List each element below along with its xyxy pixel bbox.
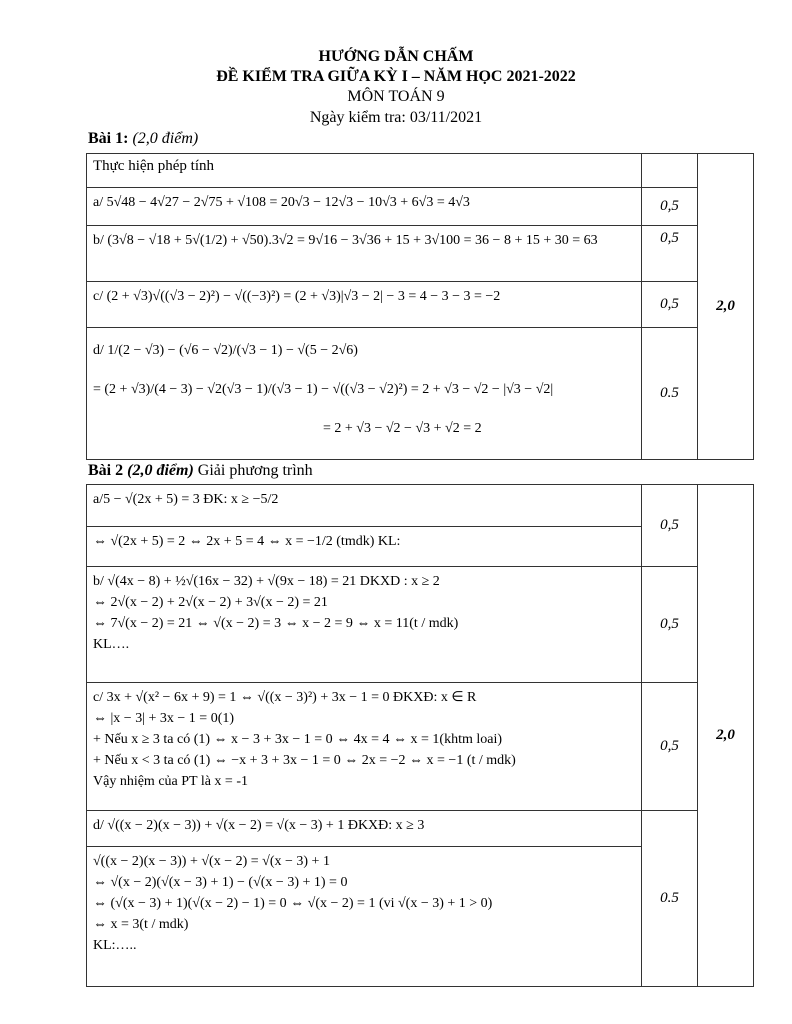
bai2-total: 2,0 — [698, 485, 754, 987]
bai2-b-line2: ⇔ 2√(x − 2) + 2√(x − 2) + 3√(x − 2) = 21 — [93, 595, 328, 610]
bai1-points: (2,0 điểm) — [132, 130, 199, 147]
bai2-d-line4: ⇔ (√(x − 3) + 1)(√(x − 2) − 1) = 0 ⇔ √(x − 2) = 1 (vi √(x − 3) + 1 > 0) — [93, 896, 493, 911]
bai2-a-line1: a/5 − √(2x + 5) = 3 ĐK: x ≥ −5/2 — [87, 485, 642, 527]
bai1-label: Bài 1: — [88, 130, 129, 147]
bai1-c-score: 0,5 — [642, 282, 698, 328]
doc-subject: MÔN TOÁN 9 — [347, 88, 445, 105]
bai1-b: b/ (3√8 − √18 + 5√(1/2) + √50).3√2 = 9√16 − 3√36 + 15 + 3√100 = 36 − 8 + 15 + 30 = 63 — [87, 226, 642, 282]
bai2-table — [86, 484, 754, 987]
bai2-intro: Giải phương trình — [197, 462, 313, 479]
doc-subtitle: ĐỀ KIỂM TRA GIỮA KỲ I – NĂM HỌC 2021-2022 — [216, 68, 576, 85]
bai2-b-line3: ⇔ 7√(x − 2) = 21 ⇔ √(x − 2) = 3 ⇔ x − 2 = 9 ⇔ x = 11(t / mdk) — [93, 616, 459, 631]
bai1-intro: Thực hiện phép tính — [87, 154, 642, 188]
bai2-d-line1: d/ √((x − 2)(x − 3)) + √(x − 2) = √(x − 3) + 1 ĐKXĐ: x ≥ 3 — [87, 811, 642, 847]
doc-title: HƯỚNG DẪN CHẤM — [318, 48, 474, 65]
bai1-d-score: 0.5 — [642, 328, 698, 460]
bai2-a-score: 0,5 — [642, 485, 698, 567]
bai2-c-line5: Vậy nhiệm của PT là x = -1 — [93, 774, 248, 789]
bai1-a: a/ 5√48 − 4√27 − 2√75 + √108 = 20√3 − 12√3 − 10√3 + 6√3 = 4√3 — [87, 188, 642, 226]
bai2-heading — [88, 462, 313, 480]
bai2-a-line2: ⇔ √(2x + 5) = 2 ⇔ 2x + 5 = 4 ⇔ x = −1/2 (tmdk) KL: — [87, 527, 642, 567]
bai2-label: Bài 2 — [88, 462, 124, 479]
bai2-c-line1: c/ 3x + √(x² − 6x + 9) = 1 ⇔ √((x − 3)²) + 3x − 1 = 0 ĐKXĐ: x ∈ R — [93, 690, 477, 705]
bai2-c-line4: + Nếu x < 3 ta có (1) ⇔ −x + 3 + 3x − 1 = 0 ⇔ 2x = −2 ⇔ x = −1 (t / mdk) — [93, 753, 516, 768]
doc-date: Ngày kiểm tra: 03/11/2021 — [309, 109, 483, 126]
bai2-b-line4: KL…. — [93, 637, 130, 652]
bai2-c-line2: ⇔ |x − 3| + 3x − 1 = 0(1) — [93, 711, 235, 726]
bai1-heading — [88, 130, 198, 148]
bai1-c: c/ (2 + √3)√((√3 − 2)²) − √((−3)²) = (2 + √3)|√3 − 2| − 3 = 4 − 3 − 3 = −2 — [87, 282, 642, 328]
bai1-d-line2: = (2 + √3)/(4 − 3) − √2(√3 − 1)/(√3 − 1) − √((√3 − √2)²) = 2 + √3 − √2 − |√3 − √2| — [93, 382, 554, 397]
bai2-d-line5: ⇔ x = 3(t / mdk) — [93, 917, 189, 932]
bai1-a-score: 0,5 — [642, 188, 698, 226]
bai1-total: 2,0 — [698, 154, 754, 460]
bai2-d-line6: KL:….. — [93, 938, 137, 953]
bai2-c-line3: + Nếu x ≥ 3 ta có (1) ⇔ x − 3 + 3x − 1 = 0 ⇔ 4x = 4 ⇔ x = 1(khtm loai) — [93, 732, 503, 747]
bai2-b-line1: b/ √(4x − 8) + ½√(16x − 32) + √(9x − 18) = 21 DKXD : x ≥ 2 — [93, 574, 440, 589]
bai1-d — [87, 328, 642, 460]
bai2-b-score: 0,5 — [642, 567, 698, 683]
bai1-b-score: 0,5 — [642, 226, 698, 282]
bai2-d-line2: √((x − 2)(x − 3)) + √(x − 2) = √(x − 3) + 1 — [93, 854, 330, 869]
bai2-b — [87, 567, 642, 683]
bai1-d-line3: = 2 + √3 − √2 − √3 + √2 = 2 — [323, 421, 482, 436]
bai2-d-line3: ⇔ √(x − 2)(√(x − 3) + 1) − (√(x − 3) + 1) = 0 — [93, 875, 348, 890]
bai2-points: (2,0 điểm) — [127, 462, 194, 479]
bai1-d-line1: d/ 1/(2 − √3) − (√6 − √2)/(√3 − 1) − √(5 − 2√6) — [93, 343, 358, 358]
bai2-d-score: 0.5 — [642, 811, 698, 987]
bai2-c — [87, 683, 642, 811]
bai2-d — [87, 847, 642, 987]
bai1-table — [86, 153, 754, 460]
empty-score-cell — [642, 154, 698, 188]
bai2-c-score: 0,5 — [642, 683, 698, 811]
